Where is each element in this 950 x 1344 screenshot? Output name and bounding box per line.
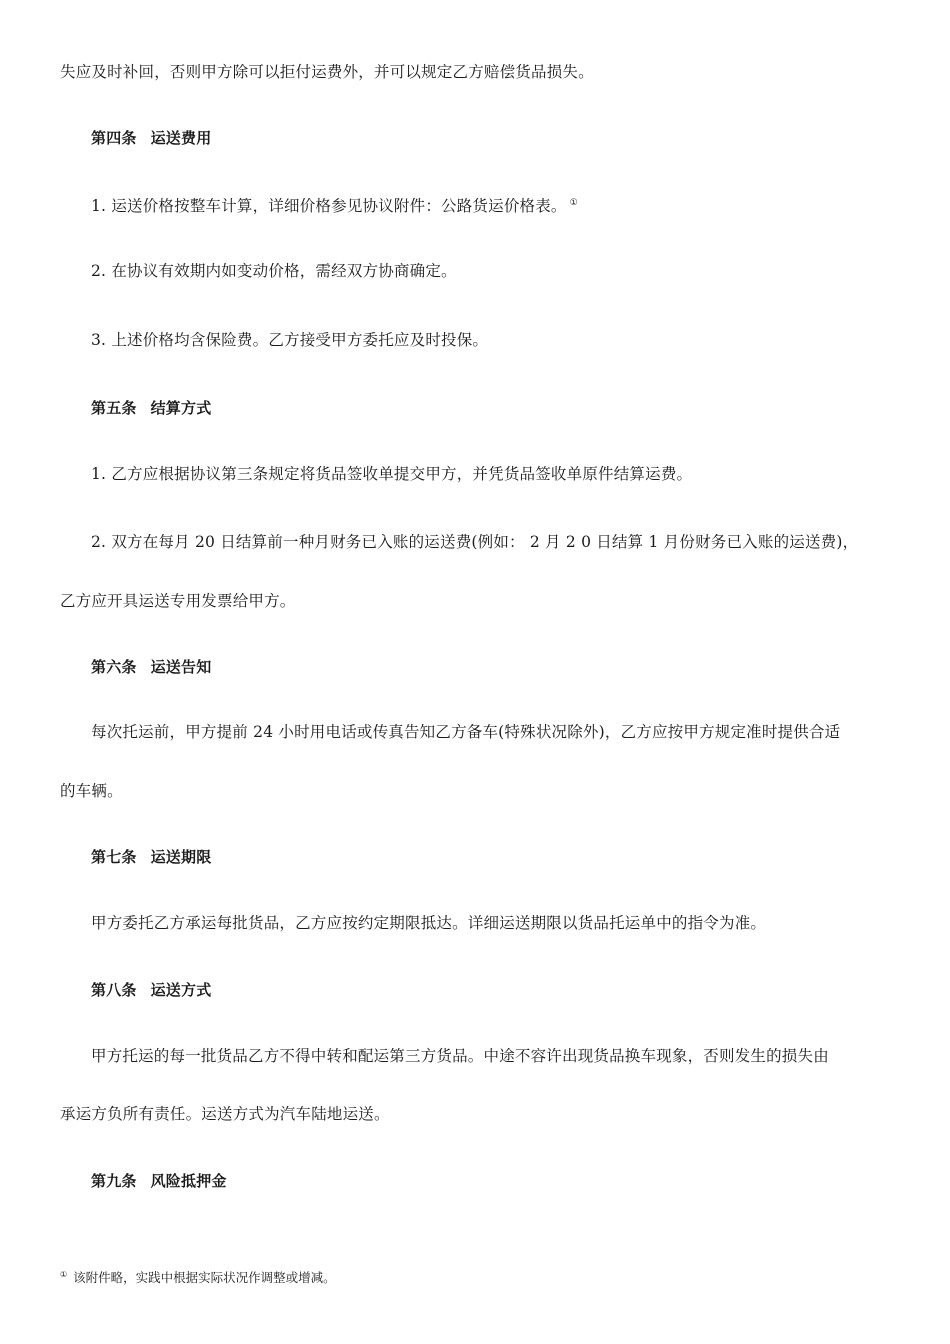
paragraph-line: 2. 在协议有效期内如变动价格，需经双方协商确定。: [91, 262, 457, 280]
footnote: [60, 1267, 336, 1286]
footnote-reference[interactable]: ①: [569, 198, 578, 208]
article-5-heading: [91, 398, 211, 418]
article-8-heading: [91, 980, 211, 1000]
article-number: 第九条: [91, 1172, 137, 1190]
paragraph-line: 2. 双方在每月 20 日结算前一种月财务已入账的运送费(例如： 2 月 2 0 日结算 1 月份财务已入账的运送费)，: [91, 533, 859, 551]
paragraph-line: 的车辆。: [60, 782, 123, 800]
article-9-heading: [91, 1171, 227, 1191]
article-number: 第八条: [91, 981, 137, 999]
article-title: 运送告知: [150, 658, 212, 676]
article-number: 第六条: [91, 658, 137, 676]
paragraph-line: 3. 上述价格均含保险费。乙方接受甲方委托应及时投保。: [91, 331, 489, 349]
paragraph-line: [91, 193, 578, 216]
article-title: 运送方式: [150, 981, 212, 999]
article-title: 运送期限: [150, 848, 212, 866]
clause-text: 1. 运送价格按整车计算，详细价格参见协议附件：公路货运价格表。: [91, 197, 567, 216]
article-number: 第五条: [91, 399, 137, 417]
footnote-mark: ①: [60, 1270, 68, 1279]
paragraph-line: 失应及时补回，否则甲方除可以拒付运费外，并可以规定乙方赔偿货品损失。: [60, 63, 594, 81]
article-4-heading: [91, 128, 211, 148]
paragraph-line: 每次托运前，甲方提前 24 小时用电话或传真告知乙方备车(特殊状况除外)，乙方应按甲方规定准时提供合适: [91, 723, 841, 741]
article-title: 运送费用: [150, 129, 212, 147]
paragraph-line: 甲方委托乙方承运每批货品，乙方应按约定期限抵达。详细运送期限以货品托运单中的指令为准。: [91, 914, 767, 932]
footnote-text: 该附件略，实践中根据实际状况作调整或增减。: [73, 1270, 336, 1286]
paragraph-line: 甲方托运的每一批货品乙方不得中转和配运第三方货品。中途不容许出现货品换车现象，否则发生的损失由: [91, 1047, 829, 1065]
paragraph-line: 乙方应开具运送专用发票给甲方。: [60, 592, 296, 610]
article-7-heading: [91, 847, 211, 867]
article-number: 第四条: [91, 129, 137, 147]
article-number: 第七条: [91, 848, 137, 866]
article-6-heading: [91, 657, 211, 677]
paragraph-line: 1. 乙方应根据协议第三条规定将货品签收单提交甲方，并凭货品签收单原件结算运费。: [91, 465, 693, 483]
article-title: 结算方式: [150, 399, 212, 417]
article-title: 风险抵押金: [150, 1172, 227, 1190]
paragraph-line: 承运方负所有责任。运送方式为汽车陆地运送。: [60, 1105, 390, 1123]
